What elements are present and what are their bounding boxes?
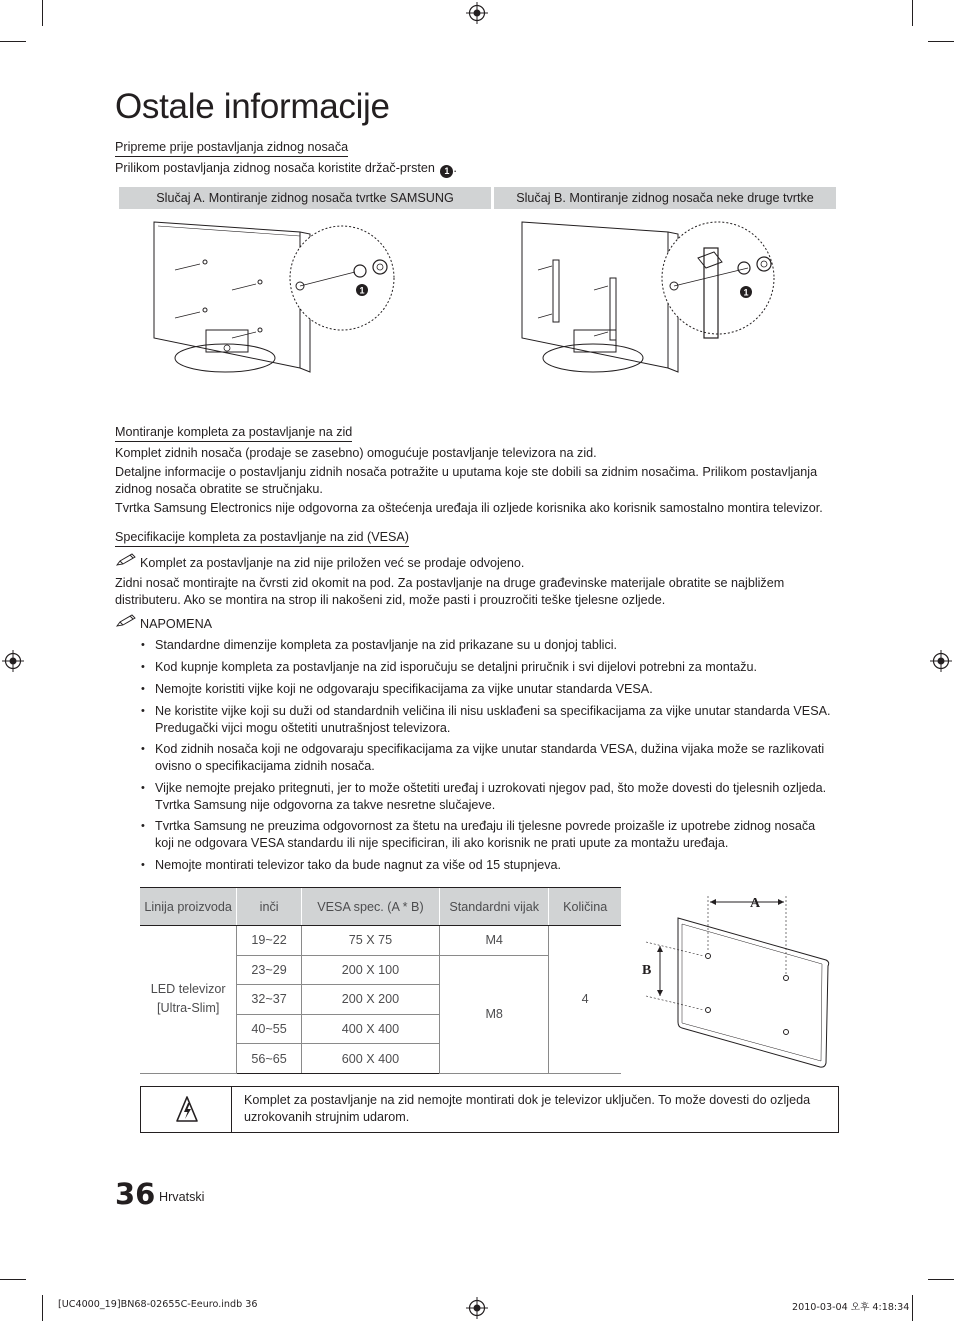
crop-mark	[42, 1295, 43, 1321]
ring-marker-icon: 1	[440, 165, 453, 178]
table-cell: M4	[440, 926, 549, 956]
case-a-illustration	[150, 218, 410, 378]
crop-mark	[42, 0, 43, 26]
case-b-header: Slučaj B. Montiranje zidnog nosača neke druge tvrtke	[494, 187, 836, 209]
page-title: Ostale informacije	[115, 87, 390, 126]
registration-mark-icon	[466, 1297, 488, 1319]
print-imprint-right: 2010-03-04 오후 4:18:34	[792, 1302, 910, 1313]
product-line-cell: LED televizor [Ultra-Slim]	[140, 926, 237, 1074]
crop-mark	[0, 41, 26, 42]
warning-icon-cell	[141, 1087, 232, 1132]
vesa-note-1: Komplet za postavljanje na zid nije priložen već se prodaje odvojeno.	[140, 556, 525, 570]
note-label: NAPOMENA	[140, 617, 213, 631]
crop-mark	[928, 41, 954, 42]
list-item: • Nemojte koristiti vijke koji ne odgovaraju specifikacijama za vijke unutar standarda VESA.	[155, 681, 835, 698]
case-a-marker: 1	[359, 285, 365, 296]
table-cell: 600 X 400	[301, 1044, 439, 1074]
print-imprint-left: [UC4000_19]BN68-02655C-Eeuro.indb 36	[58, 1299, 258, 1310]
warning-box	[140, 1086, 839, 1133]
page-number: 36	[115, 1177, 156, 1211]
column-header: VESA spec. (A * B)	[301, 888, 439, 926]
list-item: • Kod zidnih nosača koji ne odgovaraju specifikacijama za vijke unutar standarda VESA, dužina vijaka može se razlikovati ovisno o specifikacijama zidnih nosača.	[155, 741, 835, 774]
crop-mark	[912, 1295, 913, 1321]
prep-text: Prilikom postavljanja zidnog nosača koristite držač-prsten 1 .	[115, 161, 457, 176]
table-cell: M8	[440, 955, 549, 1073]
list-item: • Standardne dimenzije kompleta za postavljanje na zid prikazane su u donjoj tablici.	[155, 637, 835, 654]
prep-text-body: Prilikom postavljanja zidnog nosača koristite držač-prsten	[115, 161, 435, 175]
column-header: inči	[237, 888, 301, 926]
crop-mark	[912, 0, 913, 26]
vesa-paragraph: Zidni nosač montirajte na čvrsti zid okomit na pod. Za postavljanje na druge građevinske materijale obratite se najbližem distributeru. Ako se montira na strop ili nakošeni zid, može pasti i prouzročiti teške tjelesne ozljede.	[115, 576, 785, 607]
crop-mark	[928, 1279, 954, 1280]
section-heading-mount: Montiranje kompleta za postavljanje na zid	[115, 425, 352, 442]
case-a-header: Slučaj A. Montiranje zidnog nosača tvrtke SAMSUNG	[119, 187, 491, 209]
pencil-note-icon	[115, 614, 137, 628]
column-header: Količina	[549, 888, 621, 926]
list-item: • Kod kupnje kompleta za postavljanje na zid isporučuju se detaljni priručnik i svi dijelovi potrebni za montažu.	[155, 659, 835, 676]
table-cell: 200 X 200	[301, 985, 439, 1015]
column-header: Linija proizvoda	[140, 888, 237, 926]
electric-shock-warning-icon	[175, 1095, 199, 1123]
table-header-row	[140, 888, 621, 926]
list-item: • Nemojte montirati televizor tako da bude nagnut za više od 15 stupnjeva.	[155, 857, 835, 874]
footer-language: Hrvatski	[159, 1190, 205, 1204]
table-cell: 32~37	[237, 985, 301, 1015]
table-cell: 75 X 75	[301, 926, 439, 956]
quantity-cell: 4	[549, 926, 621, 1074]
table-cell: 23~29	[237, 955, 301, 985]
mount-paragraph-3: Tvrtka Samsung Electronics nije odgovorna za oštećenja uređaja ili ozljede korisnika ako korisnik samostalno montira televizor.	[115, 501, 823, 515]
mount-paragraph-1: Komplet zidnih nosača (prodaje se zasebno) omogućuje postavljanje televizora na zid.	[115, 446, 597, 460]
registration-mark-icon	[930, 650, 952, 672]
table-cell: 40~55	[237, 1014, 301, 1044]
vesa-dimension-diagram	[638, 888, 838, 1073]
crop-mark	[0, 1279, 26, 1280]
section-heading-prep: Pripreme prije postavljanja zidnog nosača	[115, 140, 348, 157]
dimension-label-a: A	[750, 896, 761, 911]
section-heading-vesa: Specifikacije kompleta za postavljanje na zid (VESA)	[115, 530, 409, 547]
table-cell: 400 X 400	[301, 1014, 439, 1044]
list-item: • Ne koristite vijke koji su duži od standardnih veličina ili nisu usklađeni sa specifikacijama za vijke unutar standarda VESA. Predugački vijci mogu oštetiti unutrašnjost televizora.	[155, 703, 835, 736]
table-cell: 19~22	[237, 926, 301, 956]
warning-text: Komplet za postavljanje na zid nemojte montirati dok je televizor uključen. To može dovesti do ozljeda uzrokovanih strujnim udarom.	[244, 1093, 811, 1124]
registration-mark-icon	[466, 2, 488, 24]
registration-mark-icon	[2, 650, 24, 672]
mount-paragraph-2: Detaljne informacije o postavljanju zidnih nosača potražite u uputama koje ste dobili sa zidnim nosačima. Prilikom postavljanja zidnog nosača obratite se stručnjaku.	[115, 465, 818, 496]
list-item: • Tvrtka Samsung ne preuzima odgovornost za štetu na uređaju ili tjelesne povrede proizašle iz upotrebe zidnog nosača koji ne odgovara VESA standardu ili nije specificiran, ili ako korisnik ne prati upute za montažu uređaja.	[155, 818, 835, 851]
vesa-spec-table	[140, 887, 621, 1074]
column-header: Standardni vijak	[440, 888, 549, 926]
case-b-marker: 1	[743, 287, 749, 298]
table-row	[140, 926, 621, 956]
table-cell: 56~65	[237, 1044, 301, 1074]
case-b-illustration	[518, 218, 788, 378]
table-cell: 200 X 100	[301, 955, 439, 985]
dimension-label-b: B	[642, 963, 652, 978]
list-item: • Vijke nemojte prejako pritegnuti, jer to može oštetiti uređaj i uzrokovati njegov pad, što može dovesti do tjelesnih ozljeda. Tvrtka Samsung nije odgovorna za takve nesretne slučajeve.	[155, 780, 835, 813]
pencil-note-icon	[115, 553, 137, 567]
